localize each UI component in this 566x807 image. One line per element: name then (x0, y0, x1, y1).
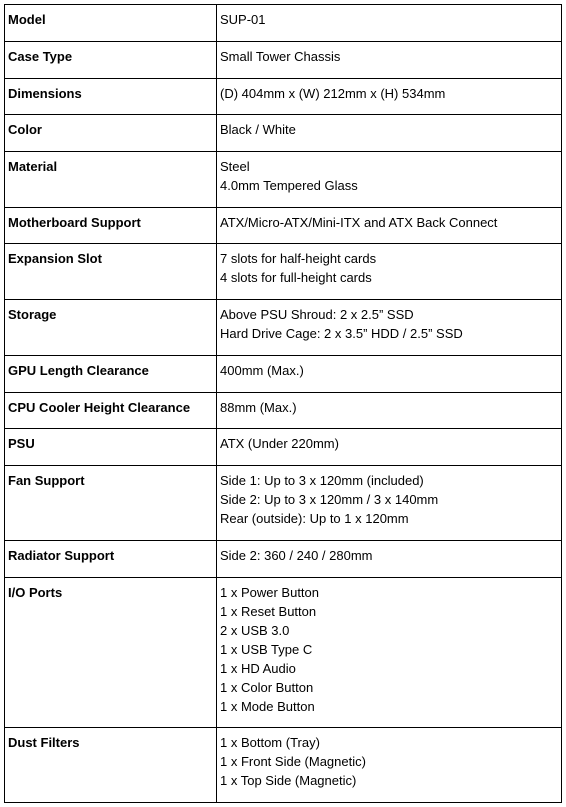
spec-value (217, 393, 562, 429)
spec-value-line: 4.0mm Tempered Glass (220, 178, 358, 193)
spec-row-gpu-length-clearance (5, 356, 562, 393)
spec-label: Radiator Support (5, 541, 217, 578)
spec-row-expansion-slot (5, 244, 562, 300)
spec-value (217, 42, 562, 79)
spec-value-line: Side 1: Up to 3 x 120mm (included) (220, 473, 424, 488)
spec-label: Dust Filters (5, 728, 217, 803)
spec-value-line: ATX/Micro-ATX/Mini-ITX and ATX Back Connect (220, 215, 498, 230)
spec-value-line: 1 x Top Side (Magnetic) (220, 773, 357, 788)
spec-label: Model (5, 5, 217, 42)
spec-row-dust-filters (5, 728, 562, 803)
spec-row-psu (5, 429, 562, 466)
spec-label: Fan Support (5, 466, 217, 541)
spec-row-radiator-support (5, 541, 562, 578)
spec-value-line: ATX (Under 220mm) (220, 436, 339, 451)
spec-value-line: SUP-01 (220, 12, 266, 27)
spec-label: Material (5, 152, 217, 208)
spec-label: I/O Ports (5, 578, 217, 728)
spec-row-model (5, 5, 562, 42)
spec-label: CPU Cooler Height Clearance (5, 393, 217, 429)
spec-label: Color (5, 115, 217, 152)
spec-value (217, 429, 562, 466)
spec-row-fan-support (5, 466, 562, 541)
spec-value-line: Black / White (220, 122, 296, 137)
spec-value-line: 1 x Mode Button (220, 699, 315, 714)
spec-value-line: (D) 404mm x (W) 212mm x (H) 534mm (220, 86, 446, 101)
spec-value (217, 578, 562, 728)
spec-value-line: 4 slots for full-height cards (220, 270, 372, 285)
spec-value (217, 466, 562, 541)
spec-table (4, 4, 562, 803)
spec-row-io-ports (5, 578, 562, 728)
spec-value-line: 7 slots for half-height cards (220, 251, 377, 266)
spec-row-color (5, 115, 562, 152)
spec-value-line: 1 x Bottom (Tray) (220, 735, 320, 750)
spec-label: Motherboard Support (5, 208, 217, 244)
spec-value-line: Hard Drive Cage: 2 x 3.5” HDD / 2.5” SSD (220, 326, 463, 341)
spec-value-line: 88mm (Max.) (220, 400, 297, 415)
spec-label: Storage (5, 300, 217, 356)
spec-row-motherboard-support (5, 208, 562, 244)
spec-value-line: Small Tower Chassis (220, 49, 341, 64)
spec-value-line: Side 2: Up to 3 x 120mm / 3 x 140mm (220, 492, 439, 507)
spec-value (217, 115, 562, 152)
spec-value (217, 356, 562, 393)
spec-value (217, 300, 562, 356)
spec-value-line: Above PSU Shroud: 2 x 2.5” SSD (220, 307, 414, 322)
spec-label: Case Type (5, 42, 217, 79)
spec-value-line: 2 x USB 3.0 (220, 623, 290, 638)
spec-value-line: 1 x HD Audio (220, 661, 296, 676)
spec-row-dimensions (5, 79, 562, 115)
spec-row-case-type (5, 42, 562, 79)
spec-value-line: 1 x Reset Button (220, 604, 317, 619)
spec-value (217, 208, 562, 244)
spec-table-body (5, 5, 562, 803)
spec-label: Dimensions (5, 79, 217, 115)
spec-value-line: 1 x Power Button (220, 585, 319, 600)
spec-value (217, 5, 562, 42)
spec-value-line: 1 x USB Type C (220, 642, 313, 657)
spec-value-line: Rear (outside): Up to 1 x 120mm (220, 511, 409, 526)
spec-row-storage (5, 300, 562, 356)
spec-row-cpu-cooler-height-clearance (5, 393, 562, 429)
spec-value (217, 244, 562, 300)
spec-value-line: Side 2: 360 / 240 / 280mm (220, 548, 373, 563)
spec-value-line: 1 x Color Button (220, 680, 314, 695)
spec-label: PSU (5, 429, 217, 466)
spec-value-line: 400mm (Max.) (220, 363, 304, 378)
spec-label: Expansion Slot (5, 244, 217, 300)
spec-label: GPU Length Clearance (5, 356, 217, 393)
spec-value (217, 541, 562, 578)
spec-value-line: 1 x Front Side (Magnetic) (220, 754, 366, 769)
spec-row-material (5, 152, 562, 208)
spec-value (217, 152, 562, 208)
spec-value (217, 728, 562, 803)
spec-value-line: Steel (220, 159, 250, 174)
spec-value (217, 79, 562, 115)
